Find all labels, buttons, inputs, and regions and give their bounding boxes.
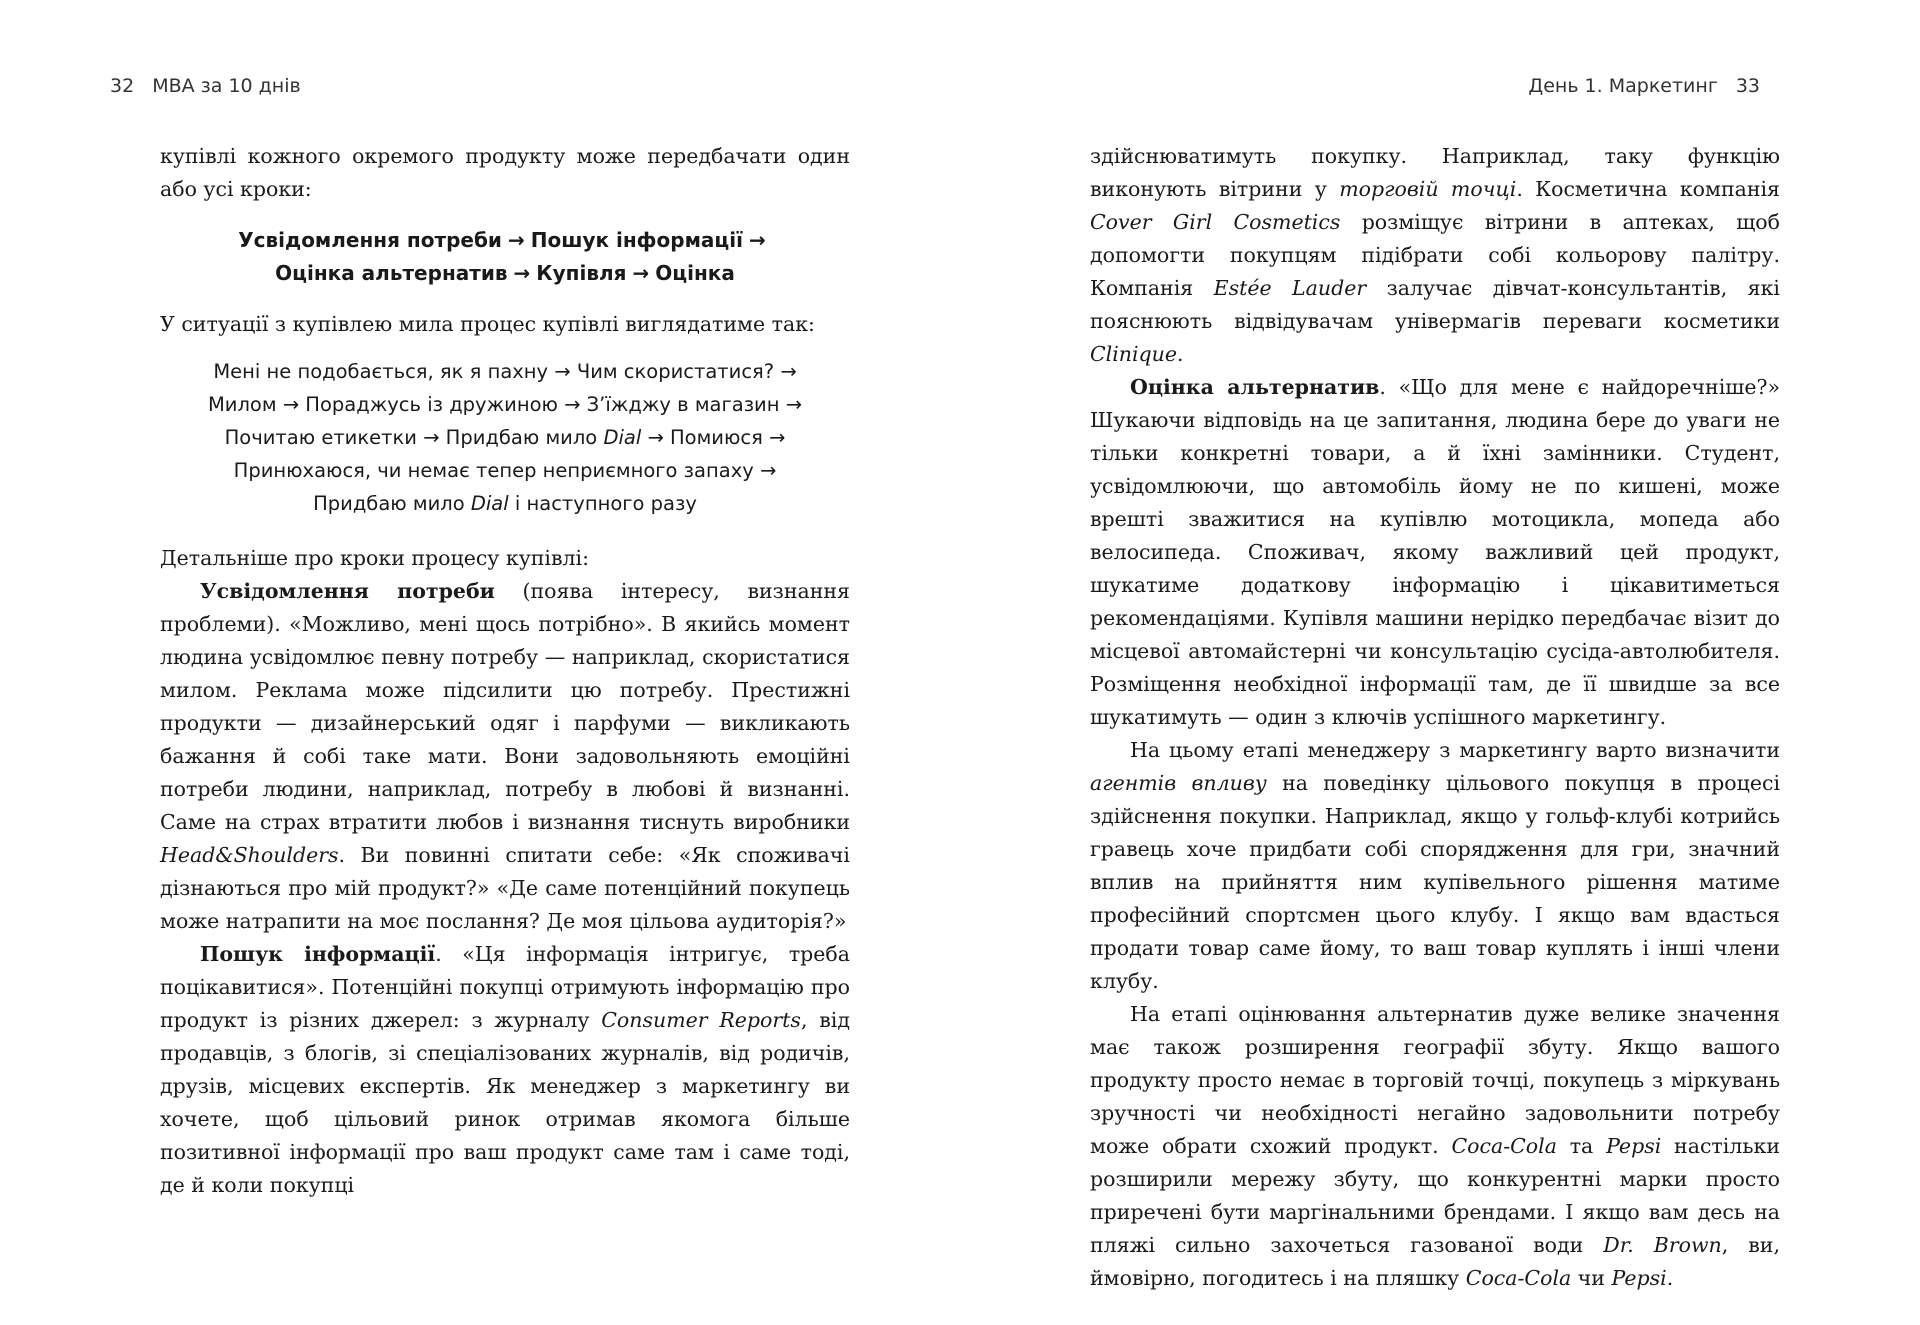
left-page — [0, 0, 850, 1325]
right-running-head — [1528, 72, 1760, 100]
left-running-head — [110, 72, 301, 100]
paragraph: На цьому етапі менеджеру з маркетингу варто визначити агентів впливу на поведінку цільового покупця в процесі здійснення покупки. Наприклад, якщо у гольф-клубі котрийсь гравець хоче придбати собі спорядження для гри, значний вплив на прийняття ним купівельного рішення матиме професійний спортсмен цього клубу. І якщо вам вдасться продати товар саме йому, то ваш товар куплять і інші члени клубу. — [1090, 738, 1781, 993]
purchase-steps — [160, 224, 850, 290]
steps-line-2 — [160, 257, 850, 290]
page-number-right: 33 — [1735, 75, 1760, 97]
left-page-text — [160, 140, 850, 1202]
example-line: Почитаю етикетки → Придбаю мило Dial → Помиюся → — [224, 426, 786, 449]
arrow-icon: → — [632, 261, 650, 285]
soap-example — [160, 355, 850, 520]
step: Оцінка альтернатив — [275, 261, 508, 285]
steps-line-1 — [160, 224, 850, 257]
chapter-title: День 1. Маркетинг — [1528, 75, 1718, 97]
example-line: Милом → Пораджусь із дружиною → З’їжджу в магазин → — [207, 393, 803, 416]
example-line: Принюхаюся, чи немає тепер неприємного запаху → — [233, 459, 777, 482]
right-page — [960, 0, 1781, 1325]
step: Оцінка — [655, 261, 735, 285]
right-page-text — [1090, 140, 1780, 1295]
paragraph-info-search: Пошук інформації. «Ця інформація інтригує, треба поцікавитися». Потенційні покупці отримують інформацію про продукт із різних джерел: з журналу Consumer Reports, від продавців, з блогів, зі спеціалізованих журналів, від родичів, друзів, місцевих експертів. Як менеджер з маркетингу ви хочете, щоб цільовий ринок отримав якомога більше позитивної інформації про ваш продукт саме там і саме тоді, де й коли покупці — [160, 942, 850, 1197]
arrow-icon: → — [507, 228, 525, 252]
step: Усвідомлення потреби — [238, 228, 502, 252]
paragraph: На етапі оцінювання альтернатив дуже велике значення має також розширення географії збуту. Якщо вашого продукту просто немає в торговій точці, покупець з міркувань зручності чи необхідності негайно задовольнити потребу може обрати схожий продукт. Coca-Cola та Pepsi настільки розширили мережу збуту, що конкурентні марки просто приречені бути маргінальними брендами. І якщо вам десь на пляжі сильно захочеться газованої води Dr. Brown, ви, ймовірно, погодитесь і на пляшку Coca-Cola чи Pepsi. — [1090, 1002, 1780, 1290]
example-line: Придбаю мило Dial і наступного разу — [313, 492, 697, 515]
paragraph: здійснюватимуть покупку. Наприклад, таку функцію виконують вітрини у торговій точці. Косметична компанія Cover Girl Cosmetics розміщує вітрини в аптеках, щоб допомогти покупцям підібрати собі кольорову палітру. Компанія Estée Lauder залучає дівчат-консультантів, які пояснюють відвідувачам універмагів переваги косметики Clinique. — [1090, 144, 1780, 366]
paragraph: купівлі кожного окремого продукту може передбачати один або усі кроки: — [160, 144, 850, 201]
example-line: Мені не подобається, як я пахну → Чим скористатися? → — [213, 360, 797, 383]
step: Купівля — [536, 261, 627, 285]
page-number-left: 32 — [110, 75, 135, 97]
paragraph: Детальніше про кроки процесу купівлі: — [160, 546, 590, 570]
step: Пошук інформації — [530, 228, 743, 252]
arrow-icon: → — [513, 261, 531, 285]
book-title: MBA за 10 днів — [152, 75, 301, 97]
arrow-icon: → — [748, 228, 766, 252]
paragraph-need-awareness: Усвідомлення потреби (поява інтересу, визнання проблеми). «Можливо, мені щось потрібно». В якийсь момент людина усвідомлює певну потребу — наприклад, скористатися милом. Реклама може підсилити цю потребу. Престижні продукти — дизайнерський одяг і парфуми — викликають бажання й собі таке мати. Вони задовольняють емоційні потреби людини, наприклад, потребу в любові й визнанні. Саме на страх втратити любов і визнання тиснуть виробники Head&Shoulders. Ви повинні спитати себе: «Як споживачі дізнаються про мій продукт?» «Де саме потенційний покупець може натрапити на моє послання? Де моя цільова аудиторія?» — [160, 579, 850, 933]
paragraph-alternatives: Оцінка альтернатив. «Що для мене є найдоречніше?» Шукаючи відповідь на це запитання, людина бере до уваги не тільки конкретні товари, а й їхні замінники. Студент, усвідомлюючи, що автомобіль йому не по кишені, може врешті зважитися на купівлю мотоцикла, мопеда або велосипеда. Споживач, якому важливий цей продукт, шукатиме додаткову інформацію і цікавитиметься рекомендаціями. Купівля машини нерідко передбачає візит до місцевої автомайстерні чи консультацію сусіда-автолюбителя. Розміщення необхідної інформації там, де її швидше за все шукатимуть — один з ключів успішного маркетингу. — [1090, 375, 1781, 729]
paragraph: У ситуації з купівлею мила процес купівлі виглядатиме так: — [160, 312, 815, 336]
